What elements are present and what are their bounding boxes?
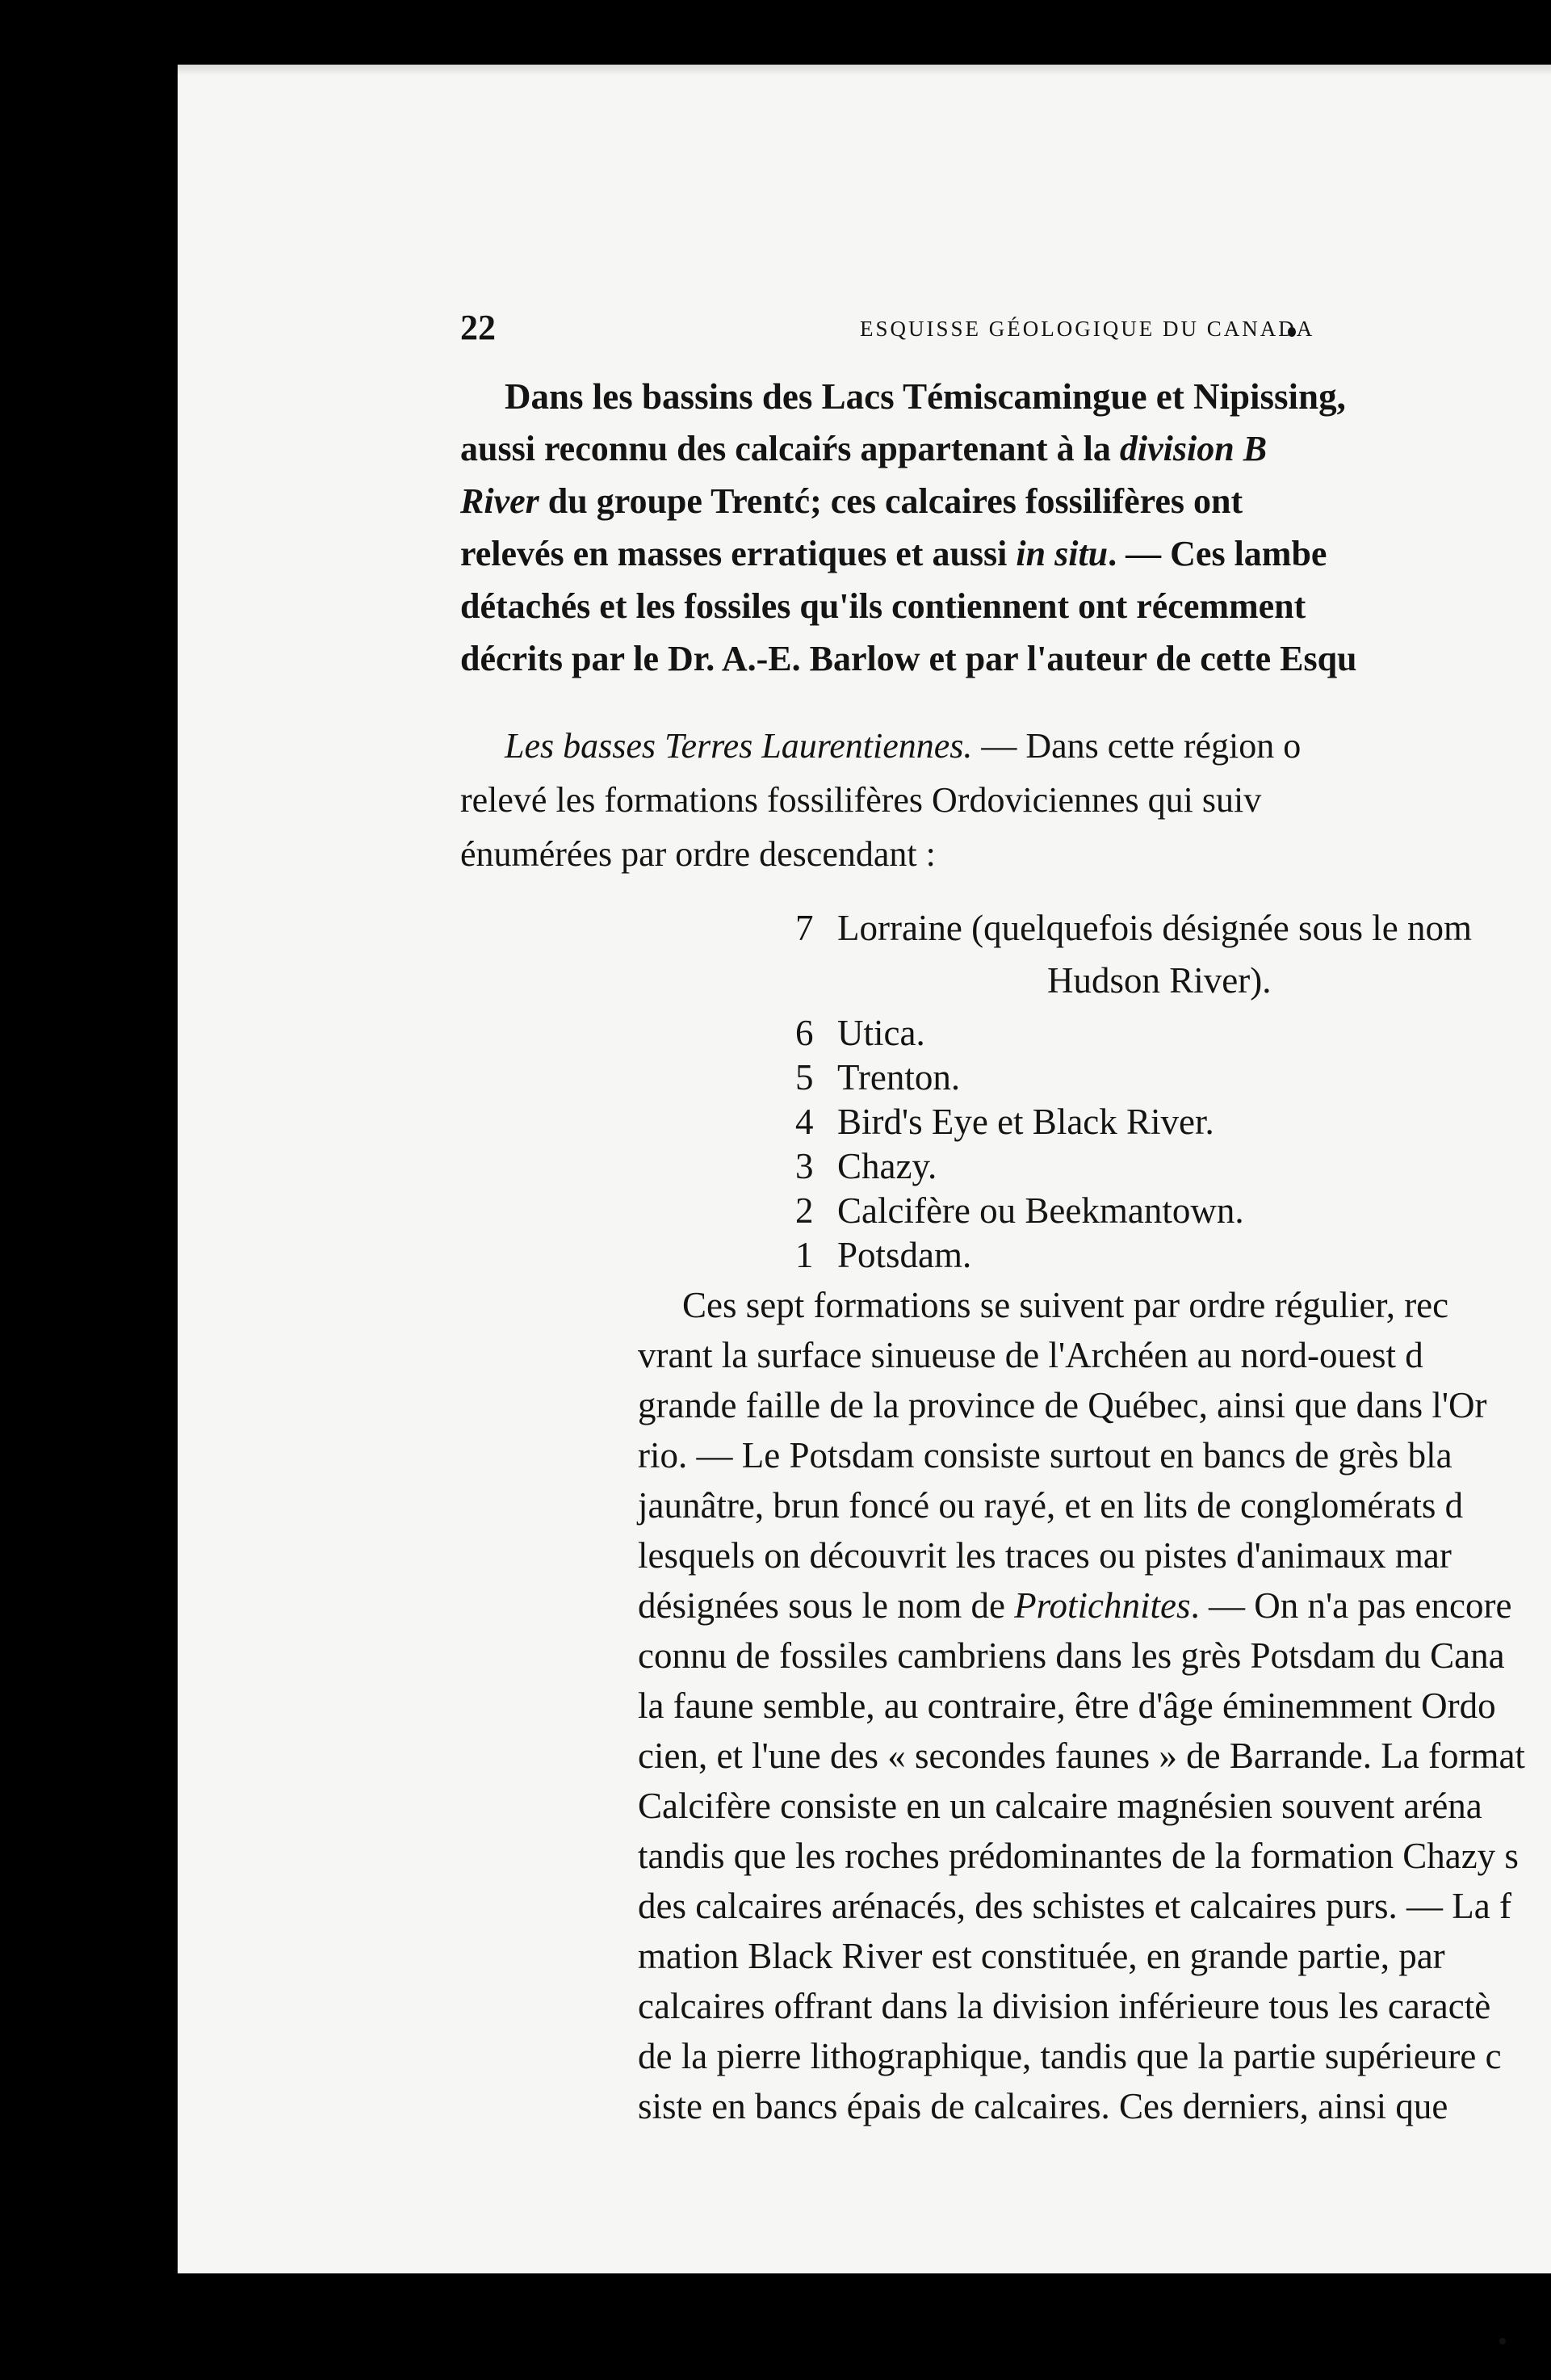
italic-in-situ: in situ	[1016, 534, 1109, 573]
paragraph3-line: connu de fossiles cambriens dans les grès Potsdam du Cana	[638, 1635, 1505, 1676]
ink-speck	[1499, 2338, 1506, 2344]
paragraph3-line: grande faille de la province de Québec, ainsi que dans l'Or	[638, 1385, 1487, 1425]
formation-item: 3 Chazy.	[795, 1146, 937, 1186]
paragraph3-line: de la pierre lithographique, tandis que la partie supérieure c	[638, 2036, 1502, 2076]
paragraph3-line: vrant la surface sinueuse de l'Archéen au nord-ouest d	[638, 1335, 1423, 1375]
paragraph1-line: détachés et les fossiles qu'ils contiennent ont récemment	[460, 586, 1306, 626]
formation-item: 6 Utica.	[795, 1013, 925, 1053]
paragraph1-line: aussi reconnu des calcaiŕs appartenant à la division B	[460, 429, 1268, 468]
paragraph3-line: lesquels on découvrit les traces ou pistes d'animaux mar	[638, 1535, 1452, 1576]
formation-item: 1 Potsdam.	[795, 1235, 972, 1275]
paragraph3-line: la faune semble, au contraire, être d'âge éminemment Ordo	[638, 1685, 1496, 1726]
paragraph3-line: cien, et l'une des « secondes faunes » de Barrande. La format	[638, 1736, 1525, 1776]
formation-item: 5 Trenton.	[795, 1057, 961, 1098]
paragraph3-line: mation Black River est constituée, en grande partie, par	[638, 1936, 1445, 1976]
paragraph3-line: siste en bancs épais de calcaires. Ces derniers, ainsi que	[638, 2086, 1448, 2126]
formation-item: 4 Bird's Eye et Black River.	[795, 1102, 1214, 1142]
paragraph2-line: énumérées par ordre descendant :	[460, 834, 936, 874]
page-top-edge	[178, 65, 1551, 76]
running-head: ESQUISSE GÉOLOGIQUE DU CANADA	[860, 317, 1315, 341]
paragraph2-line: Les basses Terres Laurentiennes. — Dans cette région o	[505, 726, 1302, 766]
paragraph1-line: Dans les bassins des Lacs Témiscamingue et Nipissing,	[505, 376, 1346, 417]
paragraph1-line: décrits par le Dr. A.-E. Barlow et par l'auteur de cette Esqu	[460, 639, 1357, 678]
italic-protichnites: Protichnites	[1014, 1585, 1191, 1626]
section-heading: Les basses Terres Laurentiennes.	[505, 726, 973, 766]
formation-item: 7 Lorraine (quelquefois désignée sous le nom	[795, 908, 1473, 948]
paragraph1-line: River du groupe Trentć; ces calcaires fossilifères ont	[460, 481, 1243, 521]
paragraph3-line: rio. — Le Potsdam consiste surtout en bancs de grès bla	[638, 1435, 1452, 1475]
paragraph3-line: jaunâtre, brun foncé ou rayé, et en lits de conglomérats d	[638, 1485, 1464, 1526]
paragraph3-line: tandis que les roches prédominantes de la formation Chazy s	[638, 1836, 1519, 1876]
paragraph3-line: calcaires offrant dans la division inférieure tous les caractè	[638, 1986, 1491, 2026]
formation-item: 2 Calcifère ou Beekmantown.	[795, 1190, 1244, 1231]
page-number: 22	[460, 308, 496, 347]
paragraph3-line: des calcaires arénacés, des schistes et calcaires purs. — La f	[638, 1886, 1511, 1926]
paragraph3-line: Calcifère consiste en un calcaire magnésien souvent aréna	[638, 1786, 1482, 1826]
formation-item: Hudson River).	[1047, 960, 1272, 1001]
paragraph3-line: désignées sous le nom de Protichnites. — On n'a pas encore	[638, 1585, 1512, 1626]
paragraph3-line: Ces sept formations se suivent par ordre régulier, rec	[682, 1285, 1449, 1325]
paragraph1-line: relevés en masses erratiques et aussi in situ. — Ces lambe	[460, 534, 1327, 573]
italic-river: River	[460, 481, 539, 521]
italic-division: division B	[1119, 429, 1268, 468]
paragraph2-line: relevé les formations fossilifères Ordoviciennes qui suiv	[460, 780, 1262, 820]
